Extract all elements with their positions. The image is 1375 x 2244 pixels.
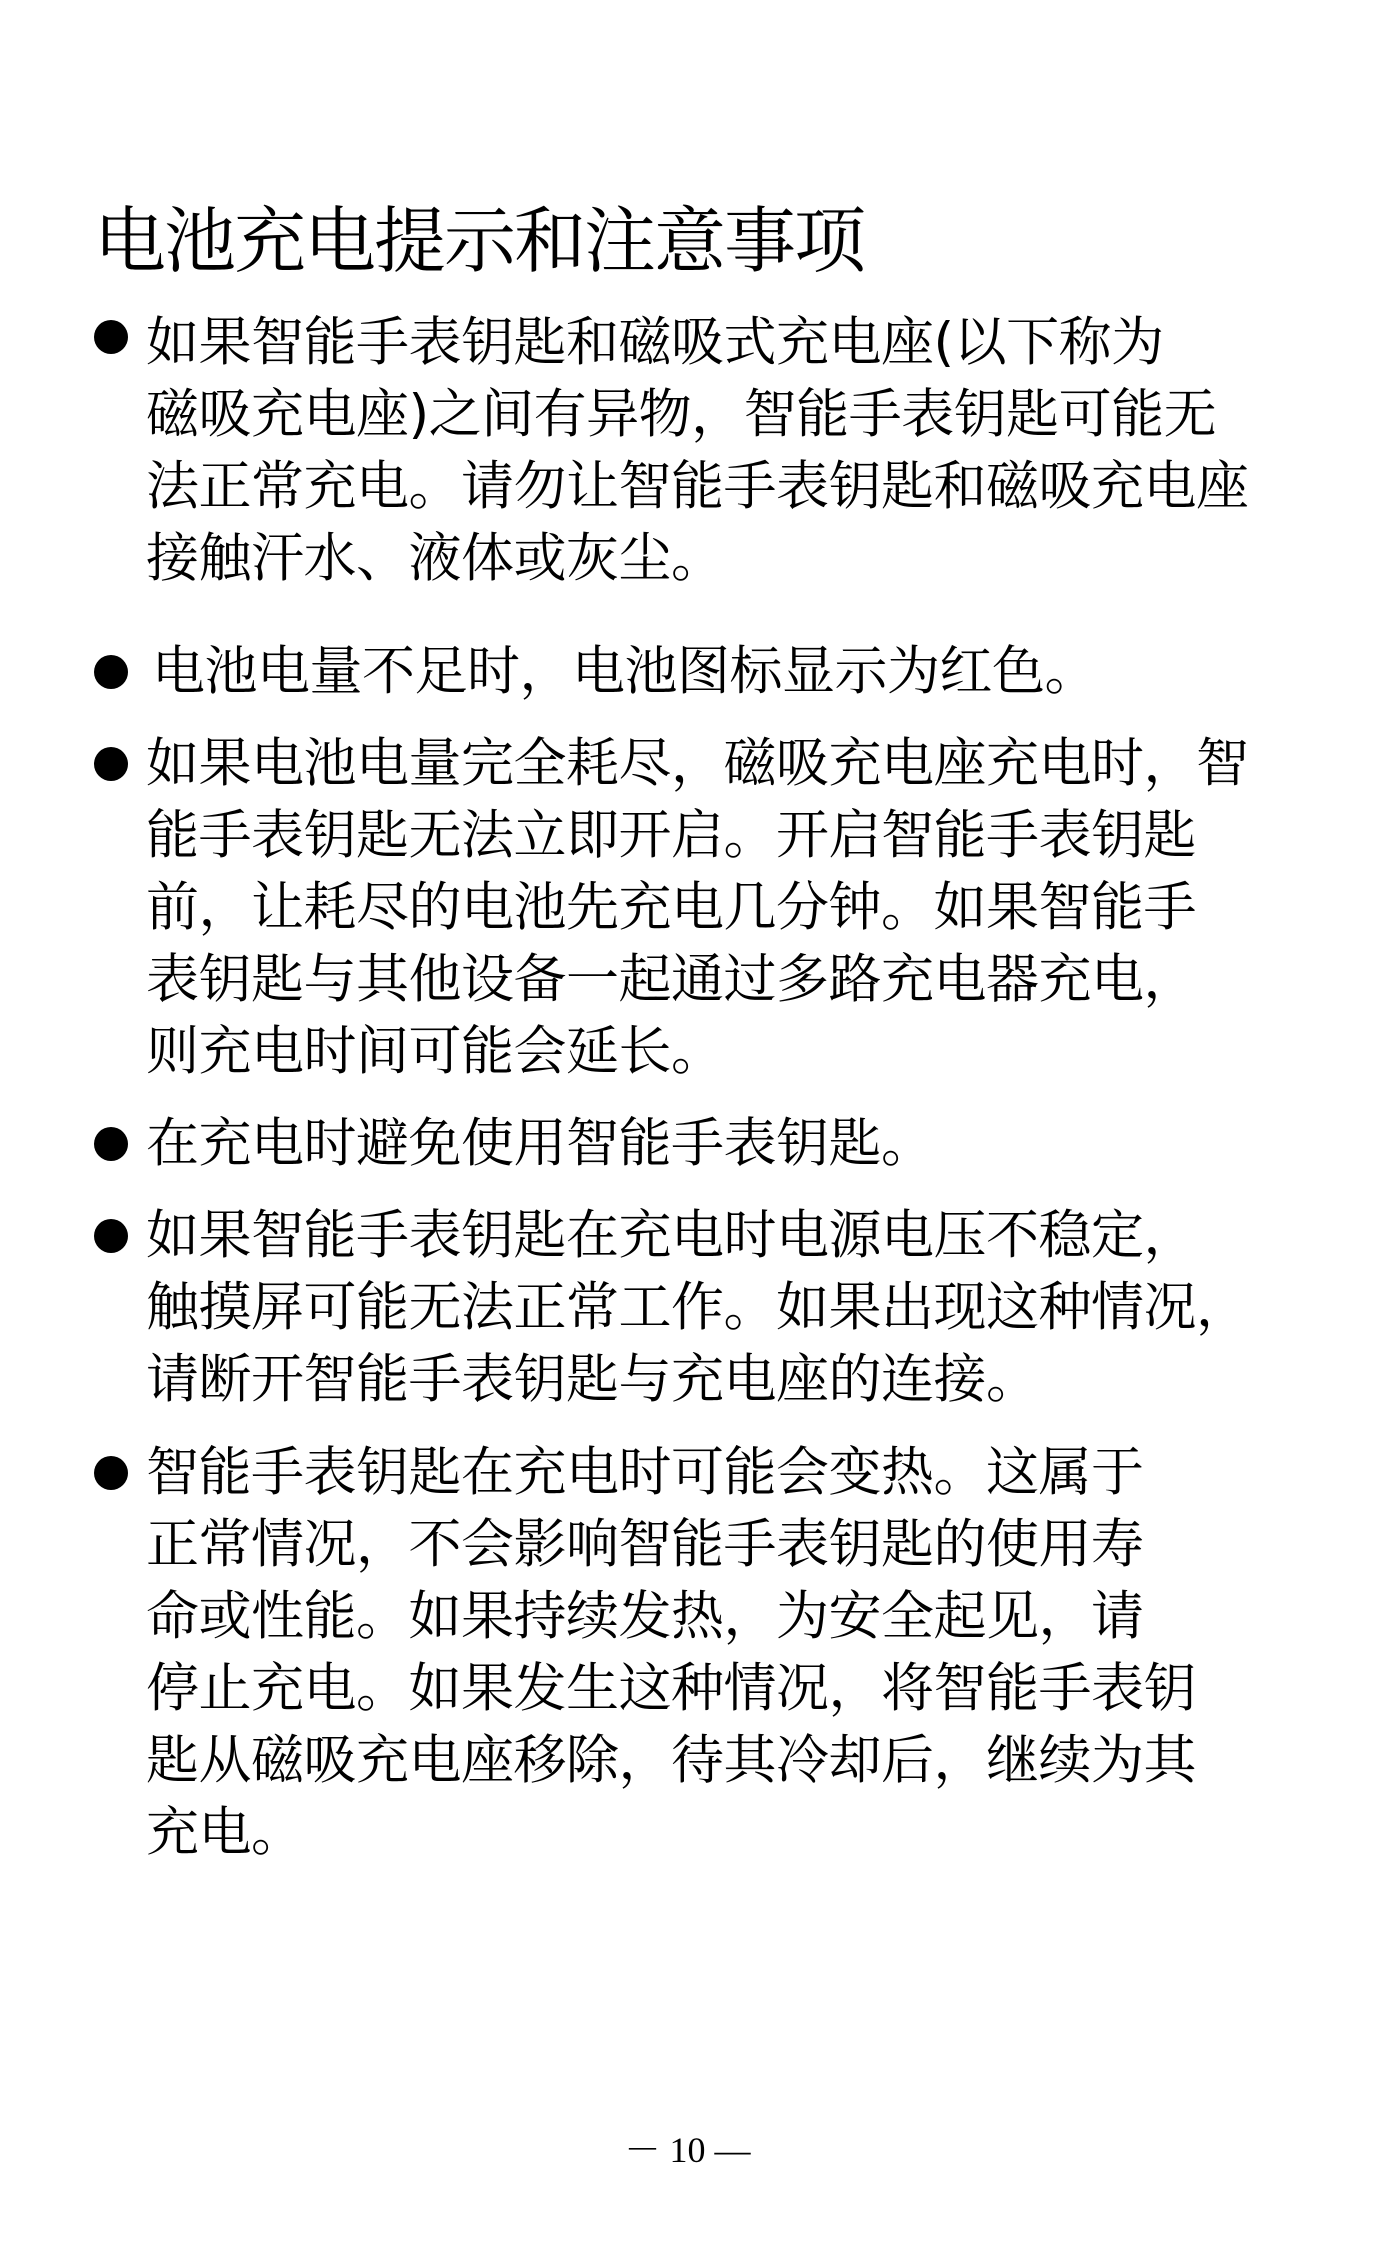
bullet-text-line: 能手表钥匙无法立即开启。开启智能手表钥匙 — [146, 805, 1196, 866]
bullet-text-line: 正常情况，不会影响智能手表钥匙的使用寿 — [146, 1514, 1144, 1575]
page-number: － 10 — — [624, 2130, 751, 2170]
bullet-text-line: 充电。 — [146, 1802, 304, 1863]
bullet-text-line: 则充电时间可能会延长。 — [146, 1021, 724, 1082]
bullet-text-line: 磁吸充电座)之间有异物，智能手表钥匙可能无 — [146, 384, 1217, 445]
bullet-text-line: 如果智能手表钥匙在充电时电源电压不稳定， — [146, 1205, 1196, 1266]
bullet-text-line: 匙从磁吸充电座移除，待其冷却后，继续为其 — [146, 1730, 1196, 1791]
bullet-text-line: 如果智能手表钥匙和磁吸式充电座(以下称为 — [146, 312, 1164, 373]
bullet-text-line: 在充电时避免使用智能手表钥匙。 — [146, 1113, 934, 1174]
bullet-dot-icon — [94, 655, 128, 689]
bullet-text-line: 前，让耗尽的电池先充电几分钟。如果智能手 — [146, 877, 1196, 938]
bullet-text-line: 法正常充电。请勿让智能手表钥匙和磁吸充电座 — [146, 456, 1249, 517]
bullet-text-line: 表钥匙与其他设备一起通过多路充电器充电， — [146, 949, 1196, 1010]
bullet-dot-icon — [94, 1219, 128, 1253]
bullet-text-line: 请断开智能手表钥匙与充电座的连接。 — [146, 1349, 1039, 1410]
page-title: 电池充电提示和注意事项 — [94, 199, 865, 283]
bullet-dot-icon — [94, 747, 128, 781]
bullet-dot-icon — [94, 1127, 128, 1161]
bullet-text-line: 停止充电。如果发生这种情况，将智能手表钥 — [146, 1658, 1196, 1719]
bullet-dot-icon — [94, 320, 128, 354]
bullet-text-line: 如果电池电量完全耗尽，磁吸充电座充电时，智 — [146, 733, 1249, 794]
bullet-text-line: 命或性能。如果持续发热，为安全起见，请 — [146, 1586, 1144, 1647]
bullet-dot-icon — [94, 1456, 128, 1490]
bullet-text-line: 智能手表钥匙在充电时可能会变热。这属于 — [146, 1442, 1144, 1503]
bullet-text-line: 电池电量不足时，电池图标显示为红色。 — [152, 641, 1097, 702]
bullet-text-line: 接触汗水、液体或灰尘。 — [146, 528, 724, 589]
bullet-text-line: 触摸屏可能无法正常工作。如果出现这种情况， — [146, 1277, 1249, 1338]
